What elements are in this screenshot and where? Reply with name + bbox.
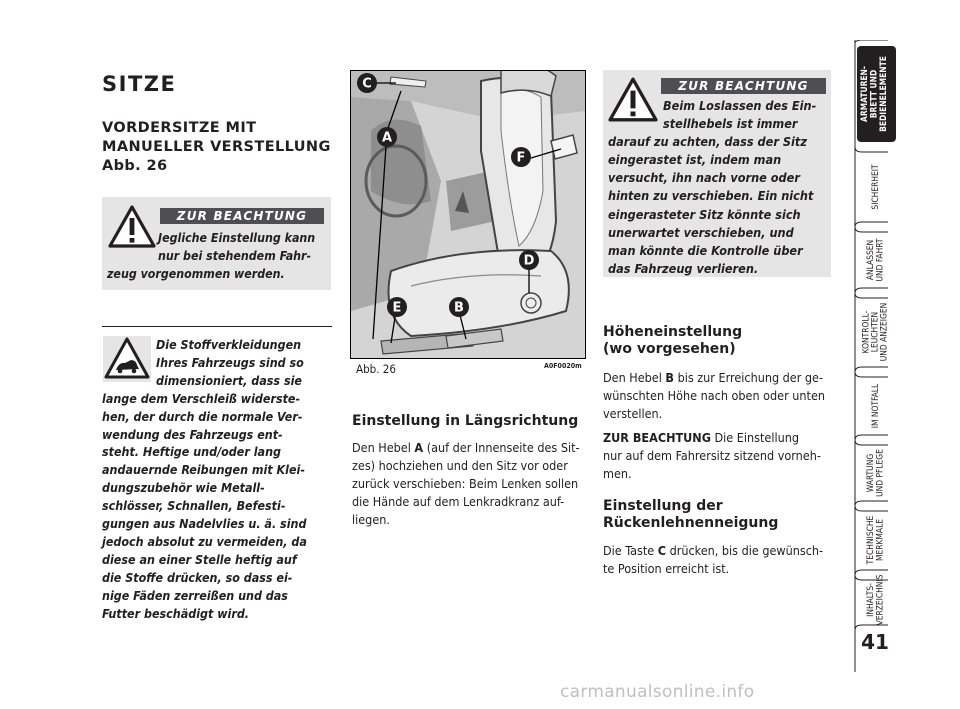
note-rule-top xyxy=(102,326,332,327)
lehne-line: te Position erreicht ist. xyxy=(603,561,730,576)
warning-triangle-icon xyxy=(108,205,156,248)
hoehe-note xyxy=(603,429,821,483)
laengs-line: die Hände auf dem Lenkradkranz auf- xyxy=(352,494,565,509)
section-heading-line: Abb. 26 xyxy=(102,158,168,174)
hoehe-note-line: men. xyxy=(603,466,632,481)
hoehe-text xyxy=(603,369,825,423)
hoehe-note-line: nur auf dem Fahrersitz sitzend vorneh- xyxy=(603,448,821,463)
lehne-heading xyxy=(603,498,778,532)
tab-label[interactable]: UND ANZEIGEN xyxy=(878,302,889,362)
note-line: Ihres Fahrzeugs sind so xyxy=(156,354,304,370)
tab-label[interactable]: VERZEICHNIS xyxy=(874,574,885,626)
note-line: dungszubehör wie Metall- xyxy=(102,480,265,496)
callout-e-label: E xyxy=(392,300,402,316)
note-line: andauernde Reibungen mit Klei- xyxy=(102,462,305,478)
warning-text-right xyxy=(608,97,816,278)
hoehe-heading-line: Höheneinstellung xyxy=(603,324,743,340)
laengs-line: zurück verschieben: Beim Lenken sollen xyxy=(352,476,579,491)
tab-label[interactable]: LEUCHTEN xyxy=(869,311,880,353)
tab-label[interactable]: BRETT UND xyxy=(868,69,879,119)
warning-text-left xyxy=(107,229,316,283)
side-nav-tabs xyxy=(848,40,896,672)
figure-code: A0F0020m xyxy=(544,362,582,370)
callout-d-label: D xyxy=(523,253,535,269)
warning-line: nur bei stehendem Fahr- xyxy=(158,249,312,263)
tab-label[interactable]: TECHNISCHE xyxy=(865,515,875,565)
warning-line: Beim Loslassen des Ein- xyxy=(663,98,817,113)
warning-line: man könnte die Kontrolle über xyxy=(608,242,803,258)
tab-label[interactable]: INHALTS- xyxy=(865,583,875,617)
warning-line: stellhebels ist immer xyxy=(663,116,798,132)
note-line: dimensioniert, dass sie xyxy=(156,372,302,388)
section-heading-line: MANUELLER VERSTELLUNG xyxy=(102,139,331,155)
laengs-line: zes) hochziehen und den Sitz vor oder xyxy=(352,458,568,473)
note-line: diese an einer Stelle heftig auf xyxy=(102,551,297,567)
tab-label[interactable]: SICHERHEIT xyxy=(870,164,880,210)
tab-label[interactable]: WARTUNG xyxy=(865,453,875,493)
tab-label[interactable]: UND PFLEGE xyxy=(874,449,885,497)
note-line: nige Fäden zerreißen und das xyxy=(102,587,288,603)
callout-f-label: F xyxy=(516,150,526,166)
hoehe-line: wünschten Höhe nach oben oder unten xyxy=(603,388,826,403)
warning-band-left: ZUR BEACHTUNG xyxy=(160,208,324,224)
hoehe-line: verstellen. xyxy=(603,406,663,421)
laengs-heading xyxy=(352,413,578,430)
note-line: gungen aus Nadelvlies u. ä. sind xyxy=(102,516,307,532)
warning-box-right xyxy=(603,70,831,277)
warning-line: eingerastet ist, indem man xyxy=(608,152,782,168)
tab-label[interactable]: ANLASSEN xyxy=(865,239,875,281)
section-heading xyxy=(102,119,331,176)
tab-label[interactable]: IM NOTFALL xyxy=(870,383,880,429)
warning-box-left xyxy=(102,197,331,290)
page-title: SITZE xyxy=(102,72,177,96)
note-line: lange dem Verschleiß widerste- xyxy=(102,390,301,406)
warning-band-right: ZUR BEACHTUNG xyxy=(661,78,826,94)
note-line: steht. Heftige und/oder lang xyxy=(102,444,281,460)
hoehe-note-line: ZUR BEACHTUNG Die Einstellung xyxy=(603,430,799,445)
hoehe-heading-line: (wo vorgesehen) xyxy=(603,341,736,357)
note-line: hen, der durch die normale Ver- xyxy=(102,408,303,424)
laengs-text xyxy=(352,439,580,529)
warning-line: das Fahrzeug verlieren. xyxy=(608,260,759,276)
warning-line: zeug vorgenommen werden. xyxy=(107,267,285,281)
callout-b-label: B xyxy=(454,300,464,316)
tab-label[interactable]: ARMATUREN- xyxy=(859,66,869,122)
warning-line: Jegliche Einstellung kann xyxy=(158,231,316,245)
tab-label[interactable]: KONTROLL- xyxy=(860,310,871,354)
note-line: schlösser, Schnallen, Befesti- xyxy=(102,498,286,514)
note-line: wendung des Fahrzeugs ent- xyxy=(102,426,283,442)
section-heading-line: VORDERSITZE MIT xyxy=(102,120,257,136)
hoehe-heading xyxy=(603,324,742,358)
callout-c-label: C xyxy=(362,76,372,92)
seat-figure xyxy=(350,70,586,359)
side-nav xyxy=(848,40,896,672)
warning-line: unerwartet verschieben, und xyxy=(608,224,794,240)
laengs-line: liegen. xyxy=(352,512,390,527)
laengs-line: Den Hebel A (auf der Innenseite des Sit- xyxy=(352,440,580,455)
warning-line: eingerasteter Sitz könnte sich xyxy=(608,206,801,222)
note-line: die Stoffe drücken, so dass ei- xyxy=(102,569,293,585)
note-line: Futter beschädigt wird. xyxy=(102,605,250,621)
page-number: 41 xyxy=(861,630,889,654)
figure-caption: Abb. 26 xyxy=(356,362,396,376)
textile-note-text xyxy=(102,336,307,623)
callout-a-label: A xyxy=(381,130,393,146)
tab-label[interactable]: BEDIENELEMENTE xyxy=(878,56,888,132)
note-line: Die Stoffverkleidungen xyxy=(156,337,302,352)
lehne-text xyxy=(603,542,823,578)
tab-label[interactable]: UND FAHRT xyxy=(874,238,885,282)
lehne-line: Die Taste C drücken, bis die gewünsch- xyxy=(603,543,824,558)
laengs-heading-line: Einstellung in Längsrichtung xyxy=(352,413,579,429)
warning-line: darauf zu achten, dass der Sitz xyxy=(608,134,807,150)
lehne-heading-line: Einstellung der xyxy=(603,498,723,514)
warning-line: versucht, ihn nach vorne oder xyxy=(608,170,800,186)
tab-bracket xyxy=(855,40,888,43)
watermark: carmanualsonline.info xyxy=(560,682,755,702)
warning-line: hinten zu verschieben. Ein nicht xyxy=(608,188,814,204)
tab-label[interactable]: MERKMALE xyxy=(874,518,885,562)
hoehe-line: Den Hebel B bis zur Erreichung der ge- xyxy=(603,370,824,385)
note-line: jedoch absolut zu vermeiden, da xyxy=(102,533,307,549)
seat-illustration xyxy=(351,71,585,358)
lehne-heading-line: Rückenlehnenneigung xyxy=(603,515,779,531)
